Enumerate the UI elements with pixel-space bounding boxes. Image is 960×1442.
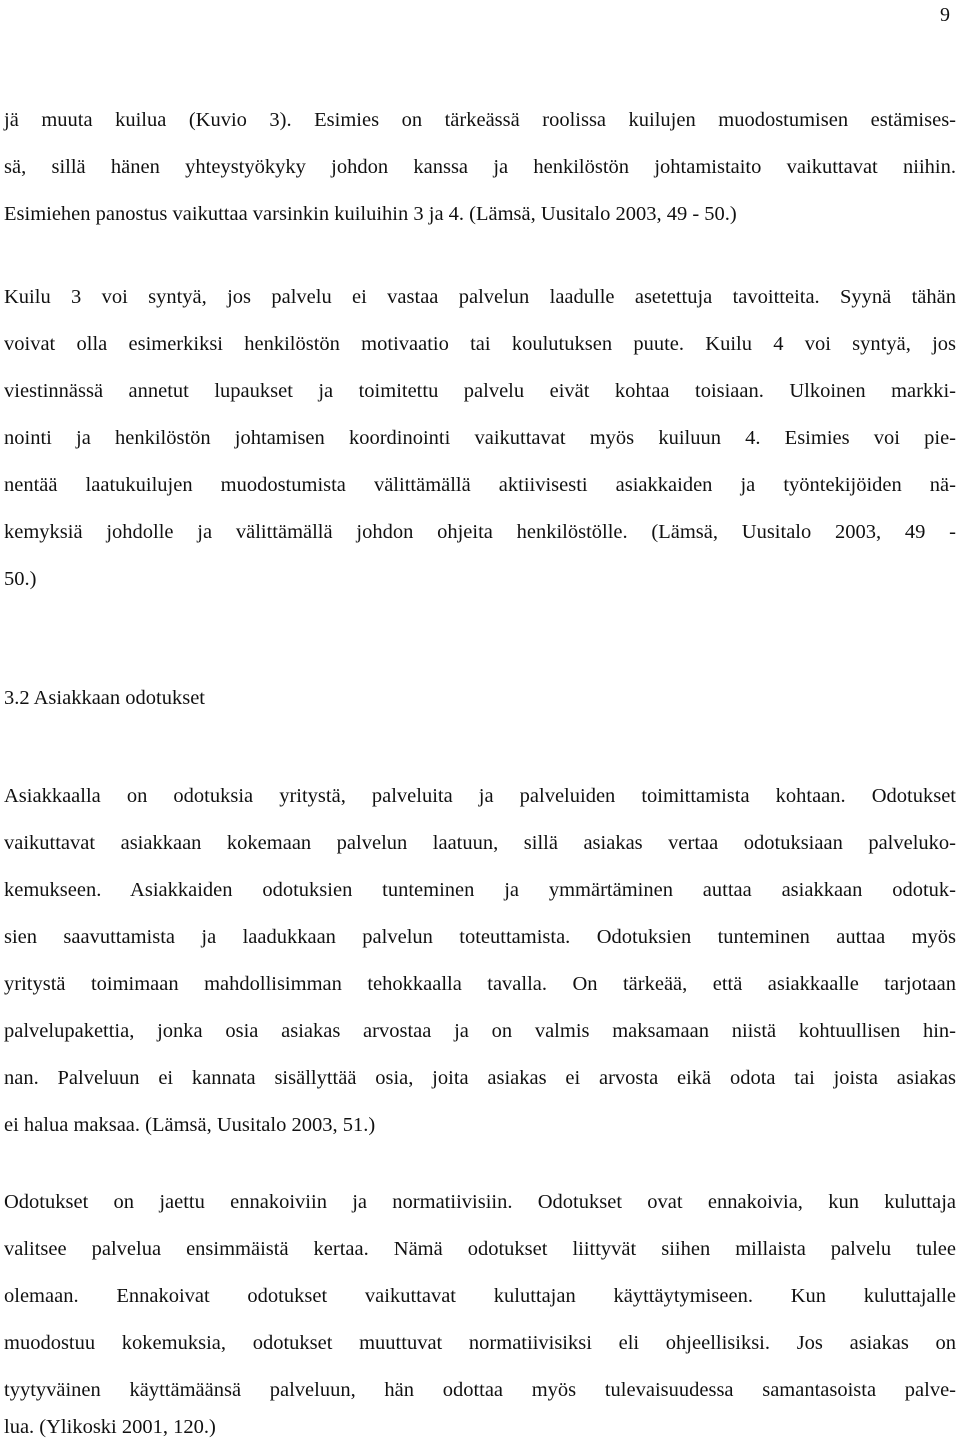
text-line: kemukseen. Asiakkaiden odotuksien tunteminen ja ymmärtäminen auttaa asiakkaan odotuk- [4,879,956,901]
text-line: sä, sillä hänen yhteystyökyky johdon kanssa ja henkilöstön johtamistaito vaikuttavat niihin. [4,156,956,178]
text-line: ei halua maksaa. (Lämsä, Uusitalo 2003, 51.) [4,1114,376,1136]
text-line: tyytyväinen käyttämäänsä palveluun, hän odottaa myös tulevaisuudessa samantasoista palve- [4,1379,956,1401]
text-line: valitsee palvelua ensimmäistä kertaa. Nämä odotukset liittyvät siihen millaista palvelu tulee [4,1238,956,1260]
text-line: muodostuu kokemuksia, odotukset muuttuvat normatiivisiksi eli ohjeellisiksi. Jos asiakas on [4,1332,956,1354]
page-number: 9 [940,4,950,26]
text-line: Kuilu 3 voi syntyä, jos palvelu ei vastaa palvelun laadulle asetettuja tavoitteita. Syynä tähän [4,286,956,308]
text-line: Asiakkaalla on odotuksia yritystä, palveluita ja palveluiden toimittamista kohtaan. Odotukset [4,785,956,807]
text-line: Esimiehen panostus vaikuttaa varsinkin kuiluihin 3 ja 4. (Lämsä, Uusitalo 2003, 49 - 50.) [4,203,737,225]
section-heading: 3.2 Asiakkaan odotukset [4,687,205,709]
text-line: lua. (Ylikoski 2001, 120.) [4,1416,216,1438]
text-line: nointi ja henkilöstön johtamisen koordinointi vaikuttavat myös kuiluun 4. Esimies voi pie- [4,427,956,449]
text-line: sien saavuttamista ja laadukkaan palvelun toteuttamista. Odotuksien tunteminen auttaa myös [4,926,956,948]
text-line: viestinnässä annetut lupaukset ja toimitettu palvelu eivät kohtaa toisiaan. Ulkoinen markki- [4,380,956,402]
text-line: yritystä toimimaan mahdollisimman tehokkaalla tavalla. On tärkeää, että asiakkaalle tarjotaan [4,973,956,995]
text-line: nan. Palveluun ei kannata sisällyttää osia, joita asiakas ei arvosta eikä odota tai joista asiakas [4,1067,956,1089]
text-line: jä muuta kuilua (Kuvio 3). Esimies on tärkeässä roolissa kuilujen muodostumisen estämises- [4,109,956,131]
text-line: vaikuttavat asiakkaan kokemaan palvelun laatuun, sillä asiakas vertaa odotuksiaan palveluko- [4,832,956,854]
text-line: voivat olla esimerkiksi henkilöstön motivaatio tai koulutuksen puute. Kuilu 4 voi syntyä, jos [4,333,956,355]
text-line: Odotukset on jaettu ennakoiviin ja normatiivisiin. Odotukset ovat ennakoivia, kun kuluttaja [4,1191,956,1213]
text-line: palvelupakettia, jonka osia asiakas arvostaa ja on valmis maksamaan niistä kohtuullisen hin- [4,1020,956,1042]
text-line: kemyksiä johdolle ja välittämällä johdon ohjeita henkilöstölle. (Lämsä, Uusitalo 2003, 49 - [4,521,956,543]
text-line: nentää laatukuilujen muodostumista välittämällä aktiivisesti asiakkaiden ja työntekijöiden nä- [4,474,956,496]
text-line: 50.) [4,568,37,590]
text-line: olemaan. Ennakoivat odotukset vaikuttavat kuluttajan käyttäytymiseen. Kun kuluttajalle [4,1285,956,1307]
